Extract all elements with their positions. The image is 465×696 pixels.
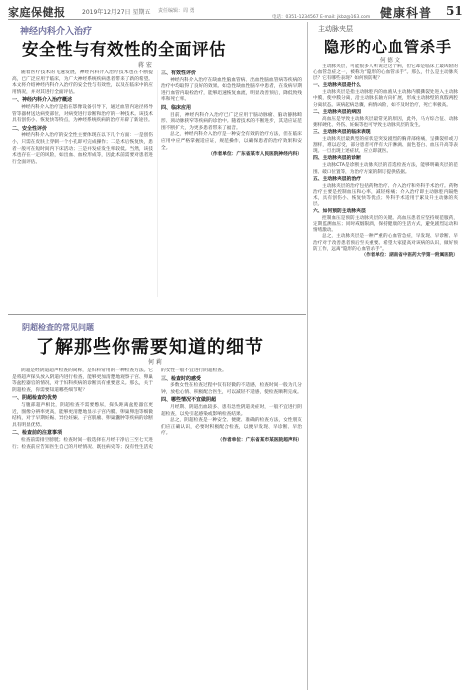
subheading: 二、安全性评价 xyxy=(12,125,48,132)
article3-title: 隐形的心血管杀手 xyxy=(323,38,452,56)
editor-credit: 责任编辑：周 勇 xyxy=(158,8,195,14)
paragraph: 多数女性在检查过程中仅有轻微的不适感，检查时间一般为几分钟，放松心情、积极配合医生，可以减轻不适感，使检查顺利完成。 xyxy=(161,383,302,395)
paragraph: 神经内科介入治疗是指在影像设备引导下，通过血管内途径将导管等器材送达病变部位，对病变进行诊断和治疗的一种技术。该技术具有创伤小、恢复快等特点，为神经系统疾病的治疗开辟了新途径。 xyxy=(12,104,153,124)
article3-body xyxy=(313,64,458,690)
paragraph: 主动脉夹层，可能很多人听说过这个病，但它却是临床上最凶险的心血管急症之一，被称为“隐形的心血管杀手”。那么，什么是主动脉夹层？它有哪些表现？如何预防呢？ xyxy=(313,64,458,82)
paragraph: 控制血压是预防主动脉夹层的关键。高血压患者应坚持规范服药，定期监测血压；同时戒烟限酒，保持健康的生活方式，避免剧烈运动和情绪激动。 xyxy=(313,216,458,234)
article2-signature: （作者单位：广东省某市某医院超声科） xyxy=(217,437,302,443)
paragraph: 主动脉夹层最典型的症状是突发剧烈的胸背部疼痛，呈撕裂样或刀割样，难以忍受，部分患者可伴有大汗淋漓、面色苍白、血压升高等表现。一旦出现上述症状，应立即就医。 xyxy=(313,137,458,155)
article2-kicker: 阴超检查的常见问题 xyxy=(22,323,94,332)
subheading: 二、检查前的注意事项 xyxy=(12,430,63,437)
page-number: 51 xyxy=(446,4,463,18)
subheading: 一、阴超检查的优势 xyxy=(12,395,58,402)
paper-name: 家庭保健报 xyxy=(8,6,66,19)
paragraph: 总之，阴超检查是一种安全、便捷、准确的检查方法，女性朋友们应正确认识，必要时积极配合检查，以便早发现、早诊断、早治疗。 xyxy=(161,418,302,437)
paragraph: 神经内科介入治疗的安全性主要体现在以下几个方面：一是创伤小，只需在皮肤上穿刺一个小孔即可完成操作；二是术后恢复快，患者一般可在短时间内下床活动；三是并发症发生率较低。当然，该技术也存在一定的风险，如出血、血栓形成等，因此术前需要对患者进行全面评估。 xyxy=(12,133,153,165)
paragraph: 阴超是经阴道超声检查的简称，是妇科常用的一种检查方法。它是将超声探头放入阴道内进行检查，能够更加清楚地观察子宫、卵巢等盆腔器官的情况，对于妇科疾病的诊断具有重要意义。那么，关于阴超检查，你需要知道哪些细节呢？ xyxy=(12,368,153,393)
paragraph: 与腹部超声相比，阴超检查不需要憋尿，探头距离盆腔器官更近，图像分辨率更高，能够更清楚地显示子宫内膜、卵巢卵泡等细微结构，对于早期妊娠、异位妊娠、子宫肌瘤、卵巢囊肿等疾病的诊断具有明显优势。 xyxy=(12,402,153,428)
article3-kicker: 主动脉夹层 xyxy=(318,25,353,33)
paragraph: 主动脉夹层是指主动脉腔内的血液从主动脉内膜撕裂处进入主动脉中膜，使中膜分离，沿主动脉长轴方向扩展，形成主动脉壁的真假两腔分离状态。该病起病急骤，病情凶险，如不及时治疗，死亡率极高。 xyxy=(313,90,458,108)
article1-title: 安全性与有效性的全面评估 xyxy=(22,40,226,59)
subheading: 四、临床应用 xyxy=(161,104,192,111)
article1-author: 蒋 宏 xyxy=(138,62,152,69)
article2-body xyxy=(12,368,302,688)
paragraph: 主动脉CTA是诊断主动脉夹层的首选检查方法，能够明确夹层的范围、破口位置等，为治疗方案的制订提供依据。 xyxy=(313,163,458,175)
section-title: 健康科普 xyxy=(380,6,433,20)
masthead xyxy=(8,4,463,20)
paragraph: 总之，神经内科介入治疗是一种安全有效的治疗方法，但在临床应用中应严格掌握适应证，规范操作，以确保患者的治疗效果和安全。 xyxy=(161,132,302,151)
article3-signature: （作者单位：湖南省中医药大学第一附属医院） xyxy=(361,252,458,258)
article3-author: 何 德 文 xyxy=(380,58,400,64)
article1-kicker: 神经内科介入治疗 xyxy=(20,27,93,37)
article2-title: 了解那些你需要知道的细节 xyxy=(36,337,264,358)
paragraph: 总之，主动脉夹层是一种严重的心血管急症，早发现、早诊断、早治疗对于改善患者预后至关重要。希望大家提高对该病的认识，做好预防工作，远离“隐形的心血管杀手”。 xyxy=(313,234,458,252)
subheading: 一、主动脉夹层是什么 xyxy=(313,83,361,89)
subheading: 一、神经内科介入治疗概述 xyxy=(12,97,73,104)
column-divider xyxy=(307,22,308,690)
subheading: 四、主动脉夹层的诊断 xyxy=(313,156,361,162)
subheading: 四、哪些情况不宜做阴超 xyxy=(161,397,217,404)
section-separator xyxy=(8,314,306,315)
subheading: 二、主动脉夹层的病因 xyxy=(313,109,361,115)
paragraph: 检查前需排空膀胱；检查时间一般选择在月经干净后三至七天进行；检查前应告知医生自己的月经情况、既往病史等；没有性生活史的女性一般不宜进行阴超检查。 xyxy=(12,368,227,450)
article1-signature: （作者单位：广东省某市人民医院神经内科） xyxy=(208,152,302,158)
subheading: 三、有效性评价 xyxy=(161,70,197,76)
issue-date: 2019年12月27日 星期五 xyxy=(82,9,151,16)
subheading: 三、检查时的感受 xyxy=(161,375,202,382)
paragraph: 神经内科介入治疗在缺血性脑血管病、出血性脑血管病等疾病的治疗中均取得了良好的效果。如急性缺血性脑卒中患者，在发病早期进行血管内取栓治疗，能够迅速恢复血流，明显改善预后，降低致残率和死亡率。 xyxy=(161,77,302,103)
subheading: 三、主动脉夹层的临床表现 xyxy=(313,129,371,135)
subheading: 五、主动脉夹层的治疗 xyxy=(313,176,361,182)
subheading: 六、如何预防主动脉夹层 xyxy=(313,209,366,215)
paragraph: 主动脉夹层的治疗包括药物治疗、介入治疗和外科手术治疗。药物治疗主要是控制血压和心率，减轻疼痛；介入治疗即主动脉腔内隔绝术，具有创伤小、恢复快等优点；外科手术适用于累及升主动脉的夹层。 xyxy=(313,183,458,207)
paragraph: 目前，神经内科介入治疗已广泛应用于脑动脉瘤、脑动静脉畸形、颈动脉狭窄等疾病的诊治中。随着技术的不断进步，其适应证范围不断扩大，为更多患者带来了福音。 xyxy=(161,112,302,131)
article2-author: 何 莉 xyxy=(148,359,162,366)
paragraph: 高血压是导致主动脉夹层最常见的原因，此外，马方综合征、动脉粥样硬化、外伤、妊娠等也可导致主动脉夹层的发生。 xyxy=(313,116,458,128)
paragraph: 随着医疗技术的飞速发展，神经内科介入治疗技术也在不断提高，已广泛应用于临床，为广大神经系统疾病患者带来了新的希望。本文将介绍神经内科介入治疗的安全性与有效性，以及在临床中的应用情况，并对其进行全面评估。 xyxy=(12,70,153,95)
article1-body xyxy=(12,70,302,297)
paragraph: 月经期、阴道出血较多、患有急性阴道炎症时，一般不宜进行阴超检查，以免引起感染或影响检查结果。 xyxy=(161,404,302,417)
contact-info: 电话：0351-1234567 E-mail: jkbz@163.com xyxy=(272,15,371,20)
